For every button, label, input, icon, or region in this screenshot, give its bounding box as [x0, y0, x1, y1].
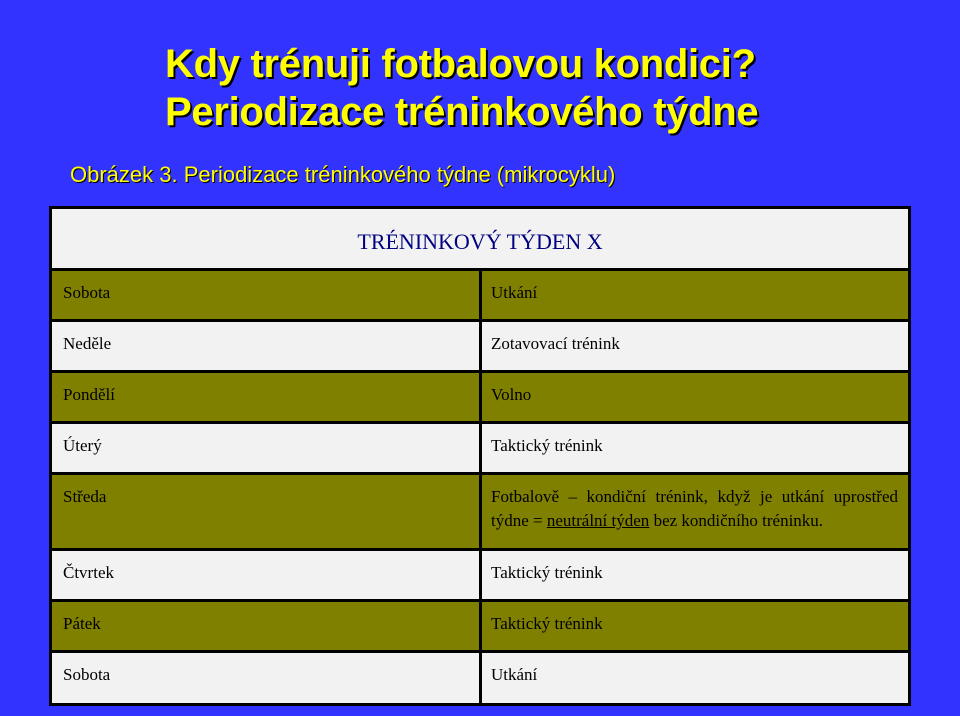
table-row-day [52, 475, 479, 548]
activity-label: Taktický trénink [491, 614, 603, 633]
table-row-day [52, 424, 479, 472]
table-header: TRÉNINKOVÝ TÝDEN X [52, 209, 908, 268]
activity-label: Zotavovací trénink [491, 334, 620, 353]
day-label: Neděle [63, 334, 112, 353]
training-week-table [49, 206, 911, 706]
day-label: Pátek [63, 614, 101, 633]
slide-title-line-1: Kdy trénuji fotbalovou kondici? [165, 42, 756, 86]
slide-title-line-2: Periodizace tréninkového týdne [165, 90, 759, 134]
table-row-day [52, 653, 479, 703]
table-row-activity [482, 653, 908, 703]
table-row-activity [482, 551, 908, 599]
activity-label: Utkání [491, 283, 538, 302]
table-row-day [52, 322, 479, 370]
activity-text-after: bez kondičního tréninku. [649, 511, 824, 530]
table-row-activity [482, 373, 908, 421]
activity-label: Taktický trénink [491, 563, 603, 582]
table-row-activity [482, 424, 908, 472]
day-label: Pondělí [63, 385, 115, 404]
slide-title [165, 40, 758, 136]
table-row-day [52, 271, 479, 319]
day-label: Sobota [63, 283, 111, 302]
table-row-day [52, 602, 479, 650]
table-row-day [52, 373, 479, 421]
activity-label [491, 475, 898, 533]
activity-text-underlined: neutrální týden [546, 511, 650, 530]
table-row-activity [482, 475, 908, 548]
table-row-activity [482, 322, 908, 370]
day-label: Středa [63, 487, 107, 506]
table-row-activity [482, 271, 908, 319]
activity-label: Taktický trénink [491, 436, 603, 455]
activity-label: Volno [491, 385, 532, 404]
day-label: Čtvrtek [63, 563, 114, 582]
table-row-activity [482, 602, 908, 650]
table-row-day [52, 551, 479, 599]
activity-label: Utkání [491, 665, 538, 684]
figure-caption: Obrázek 3. Periodizace tréninkového týdne (mikrocyklu) [70, 162, 616, 187]
day-label: Úterý [63, 436, 102, 455]
day-label: Sobota [63, 665, 111, 684]
activity-text-before: Fotbalově – kondiční trénink, když je utkání uprostřed týdne = [491, 487, 898, 530]
